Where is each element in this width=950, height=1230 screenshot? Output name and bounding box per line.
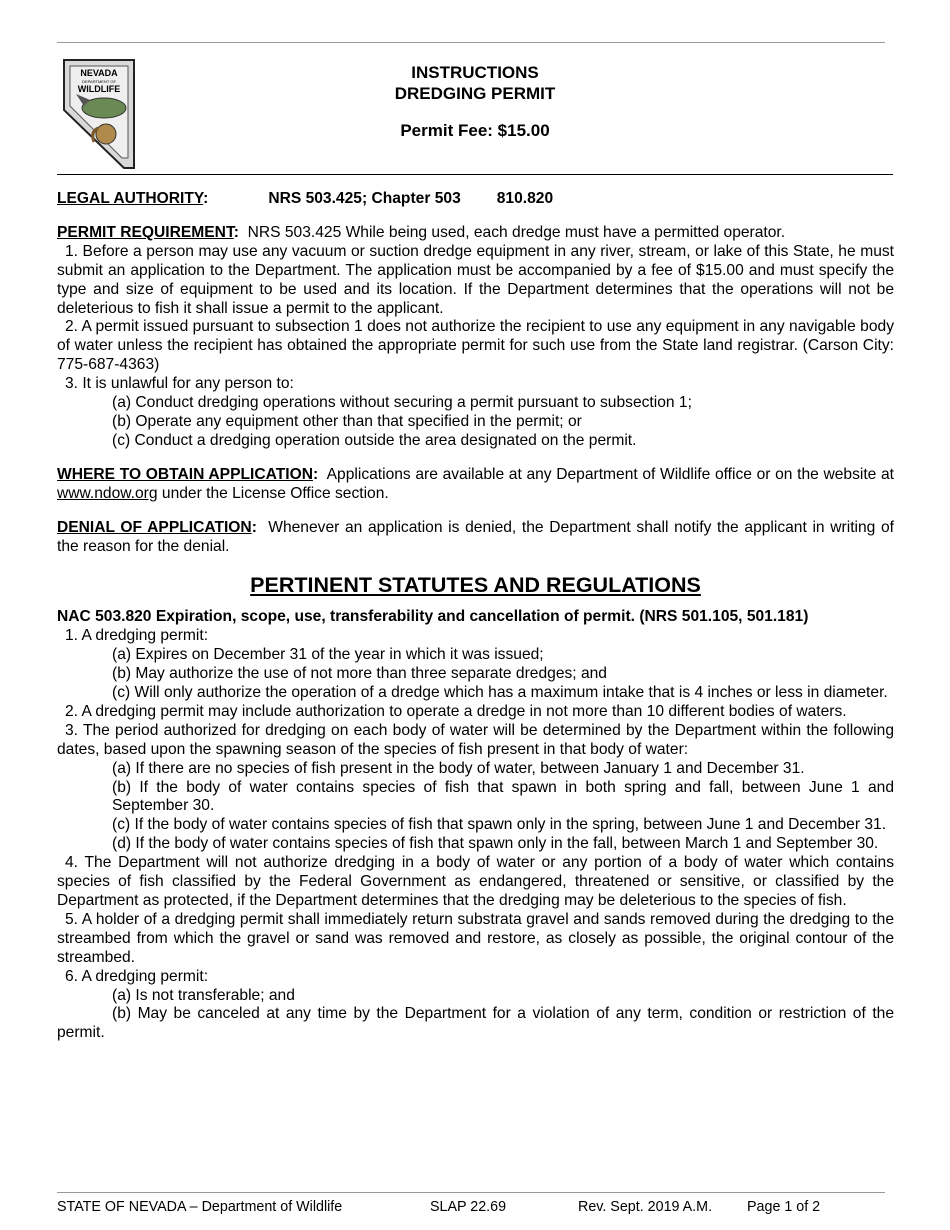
ndow-website-link[interactable]: www.ndow.org xyxy=(57,484,158,502)
permit-req-item-2: 2. A permit issued pursuant to subsection 1 does not authorize the recipient to use any equipment in any navigable body of water unless the recipient has obtained the appropriate permit for such use from the State land registrar. (Carson City: 775-687-4363) xyxy=(57,318,894,374)
permit-fee: Permit Fee: $15.00 xyxy=(400,121,550,140)
statute-item-1b: (b) May authorize the use of not more than three separate dredges; and xyxy=(112,665,607,683)
denial-colon: : xyxy=(251,518,257,536)
denial-label: DENIAL OF APPLICATION xyxy=(57,518,252,536)
legal-authority-colon: : xyxy=(203,190,209,207)
permit-requirement-intro xyxy=(57,224,894,243)
statute-item-4: 4. The Department will not authorize dredging in a body of water or any portion of a body of water which contains species of fish classified by the Federal Government as endangered, threatened or sensitive, or classified by the Department as protected, if the Department determines that the dredging may be deleterious to the species of fish. xyxy=(57,854,894,909)
permit-req-item-1: 1. Before a person may use any vacuum or suction dredge equipment in any river, stream, or lake of this State, he must submit an application to the Department. The application must be accompanied by a fee of $15.00 and must specify the type and size of equipment to be used and its location. If the Department determines that the operations will not be deleterious to fish it shall issue a permit to the applicant. xyxy=(57,242,894,317)
where-to-obtain-label: WHERE TO OBTAIN APPLICATION xyxy=(57,465,313,483)
permit-requirement-colon: : xyxy=(233,223,239,241)
permit-req-item-3c: (c) Conduct a dredging operation outside the area designated on the permit. xyxy=(112,431,637,449)
permit-req-item-3b: (b) Operate any equipment other than that specified in the permit; or xyxy=(112,412,582,430)
header-block xyxy=(0,62,950,141)
statute-item-1c: (c) Will only authorize the operation of a dredge which has a maximum intake that is 4 inches or less in diameter. xyxy=(112,684,888,702)
statute-item-5: 5. A holder of a dredging permit shall immediately return substrata gravel and sands removed during the dredging to the streambed from which the gravel or sand was removed and restore, as closely as possible, the original contour of the streambed. xyxy=(57,910,894,966)
denial-section xyxy=(57,519,894,557)
statute-item-3a: (a) If there are no species of fish present in the body of water, between January 1 and December 31. xyxy=(112,759,805,777)
statute-item-3b: (b) If the body of water contains species of fish that spawn in both spring and fall, between June 1 and September 30. xyxy=(112,778,894,815)
statute-item-1: 1. A dredging permit: xyxy=(65,627,209,645)
svg-text:WILDLIFE: WILDLIFE xyxy=(77,84,121,94)
denial-body: Whenever an application is denied, the Department shall notify the applicant in writing of the reason for the denial. xyxy=(57,518,894,555)
statute-item-3d: (d) If the body of water contains species of fish that spawn only in the fall, between March 1 and September 30. xyxy=(112,835,879,853)
statute-item-6a: (a) Is not transferable; and xyxy=(112,986,295,1004)
legal-authority-nac: 810.820 xyxy=(496,190,554,207)
statutes-title: PERTINENT STATUTES AND REGULATIONS xyxy=(250,573,701,598)
top-rule xyxy=(57,42,885,43)
where-to-obtain-text2: under the License Office section. xyxy=(161,484,389,502)
statute-item-1a: (a) Expires on December 31 of the year in which it was issued; xyxy=(112,646,544,664)
denial-text xyxy=(57,519,894,557)
where-to-obtain-colon: : xyxy=(312,465,319,483)
legal-authority-nrs: NRS 503.425; Chapter 503 xyxy=(268,190,461,207)
legal-authority-label: LEGAL AUTHORITY xyxy=(57,190,204,207)
nac-heading: NAC 503.820 Expiration, scope, use, transferability and cancellation of permit. (NRS 501.105, 501.181) xyxy=(57,608,809,626)
statute-item-3c: (c) If the body of water contains species of fish that spawn only in the spring, between June 1 and December 31. xyxy=(112,816,887,834)
header-rule xyxy=(57,174,893,175)
svg-text:DEPARTMENT OF: DEPARTMENT OF xyxy=(82,79,116,84)
legal-authority-line xyxy=(57,190,894,209)
footer-rule xyxy=(57,1192,885,1193)
footer-revision: Rev. Sept. 2019 A.M. xyxy=(578,1199,713,1215)
permit-req-item-3a: (a) Conduct dredging operations without securing a permit pursuant to subsection 1; xyxy=(112,394,692,412)
statute-item-6: 6. A dredging permit: xyxy=(65,967,209,985)
where-to-obtain-text1: Applications are available at any Department of Wildlife office or on the website at xyxy=(326,465,894,483)
statute-item-2: 2. A dredging permit may include authorization to operate a dredge in not more than 10 different bodies of waters. xyxy=(65,702,847,720)
footer-agency: STATE OF NEVADA – Department of Wildlife xyxy=(57,1199,343,1215)
footer-page-number: Page 1 of 2 xyxy=(747,1199,821,1215)
permit-requirement-text: NRS 503.425 While being used, each dredge must have a permitted operator. xyxy=(247,223,786,241)
footer-form-number: SLAP 22.69 xyxy=(430,1199,507,1215)
svg-text:NEVADA: NEVADA xyxy=(80,68,118,78)
statute-item-3: 3. The period authorized for dredging on each body of water will be determined by the Department within the following dates, based upon the spawning season of the species of fish present in that body of water: xyxy=(57,721,894,758)
where-to-obtain-section xyxy=(57,466,894,504)
permit-requirement-label: PERMIT REQUIREMENT xyxy=(57,223,234,241)
statutes-section xyxy=(57,608,894,1043)
header-title-line2: DREDGING PERMIT xyxy=(394,84,556,103)
document-body xyxy=(57,190,894,1043)
permit-requirement-section xyxy=(57,224,894,451)
header-title-line1: INSTRUCTIONS xyxy=(411,63,539,82)
permit-req-item-3: 3. It is unlawful for any person to: xyxy=(65,375,294,393)
where-to-obtain-text xyxy=(57,466,894,504)
statute-item-6b: (b) May be canceled at any time by the Department for a violation of any term, condition or restriction of the permit. xyxy=(57,1005,894,1042)
